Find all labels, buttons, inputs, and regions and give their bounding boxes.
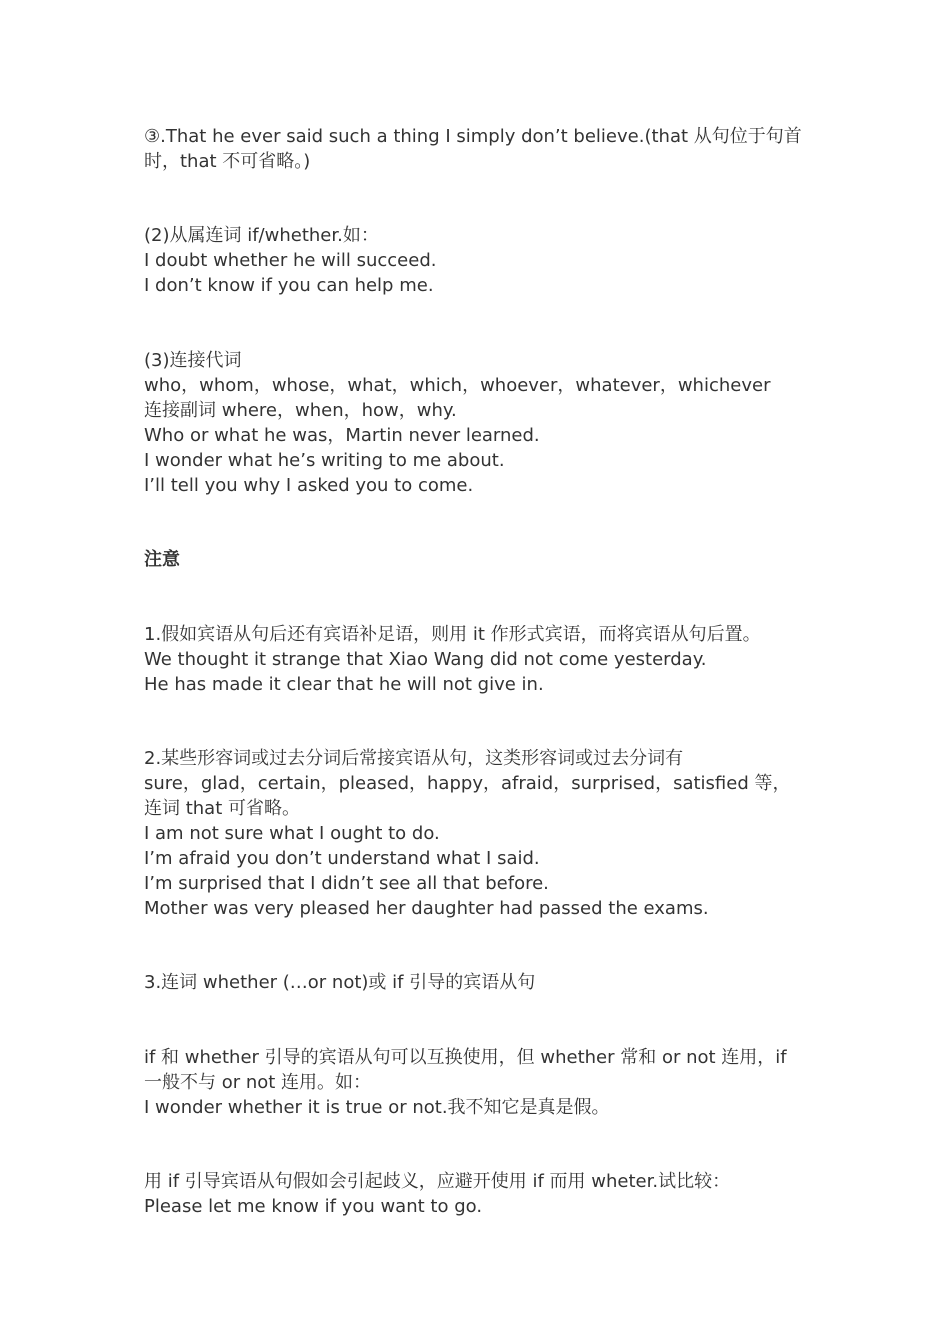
text-line: I don’t know if you can help me. bbox=[144, 275, 434, 296]
section-heading: 注意 bbox=[144, 549, 180, 570]
text-line: Mother was very pleased her daughter had passed the exams. bbox=[144, 898, 709, 919]
text-line: I’ll tell you why I asked you to come. bbox=[144, 475, 474, 496]
text-line: I wonder what he’s writing to me about. bbox=[144, 450, 505, 471]
text-line: 连词 that 可省略。 bbox=[144, 798, 300, 819]
text-line: if 和 whether 引导的宾语从句可以互换使用，但 whether 常和 or not 连用，if bbox=[144, 1047, 787, 1068]
text-line: Who or what he was，Martin never learned. bbox=[144, 425, 540, 446]
text-line: (3)连接代词 bbox=[144, 350, 242, 371]
text-line: I’m surprised that I didn’t see all that before. bbox=[144, 873, 549, 894]
text-line: 用 if 引导宾语从句假如会引起歧义，应避开使用 if 而用 wheter.试比较： bbox=[144, 1171, 731, 1192]
text-line: I am not sure what I ought to do. bbox=[144, 823, 440, 844]
text-line: I doubt whether he will succeed. bbox=[144, 250, 437, 271]
text-line: 连接副词 where，when，how，why. bbox=[144, 400, 457, 421]
text-line: He has made it clear that he will not give in. bbox=[144, 674, 544, 695]
text-line: 1.假如宾语从句后还有宾语补足语，则用 it 作形式宾语，而将宾语从句后置。 bbox=[144, 624, 761, 645]
text-line: Please let me know if you want to go. bbox=[144, 1196, 483, 1217]
text-line: who，whom，whose，what，which，whoever，whatever，whichever bbox=[144, 375, 771, 396]
text-line: 3.连词 whether (…or not)或 if 引导的宾语从句 bbox=[144, 972, 536, 993]
text-line: 2.某些形容词或过去分词后常接宾语从句，这类形容词或过去分词有 bbox=[144, 748, 684, 769]
text-line: 时，that 不可省略。) bbox=[144, 151, 311, 172]
text-line: I wonder whether it is true or not.我不知它是真是假。 bbox=[144, 1097, 610, 1118]
text-line: ③.That he ever said such a thing I simply don’t believe.(that 从句位于句首 bbox=[144, 126, 802, 147]
text-line: 一般不与 or not 连用。如： bbox=[144, 1072, 372, 1093]
text-line: We thought it strange that Xiao Wang did not come yesterday. bbox=[144, 649, 707, 670]
text-line: (2)从属连词 if/whether.如： bbox=[144, 225, 379, 246]
text-line: I’m afraid you don’t understand what I said. bbox=[144, 848, 540, 869]
text-line: sure，glad，certain，pleased，happy，afraid，surprised，satisfied 等， bbox=[144, 773, 791, 794]
